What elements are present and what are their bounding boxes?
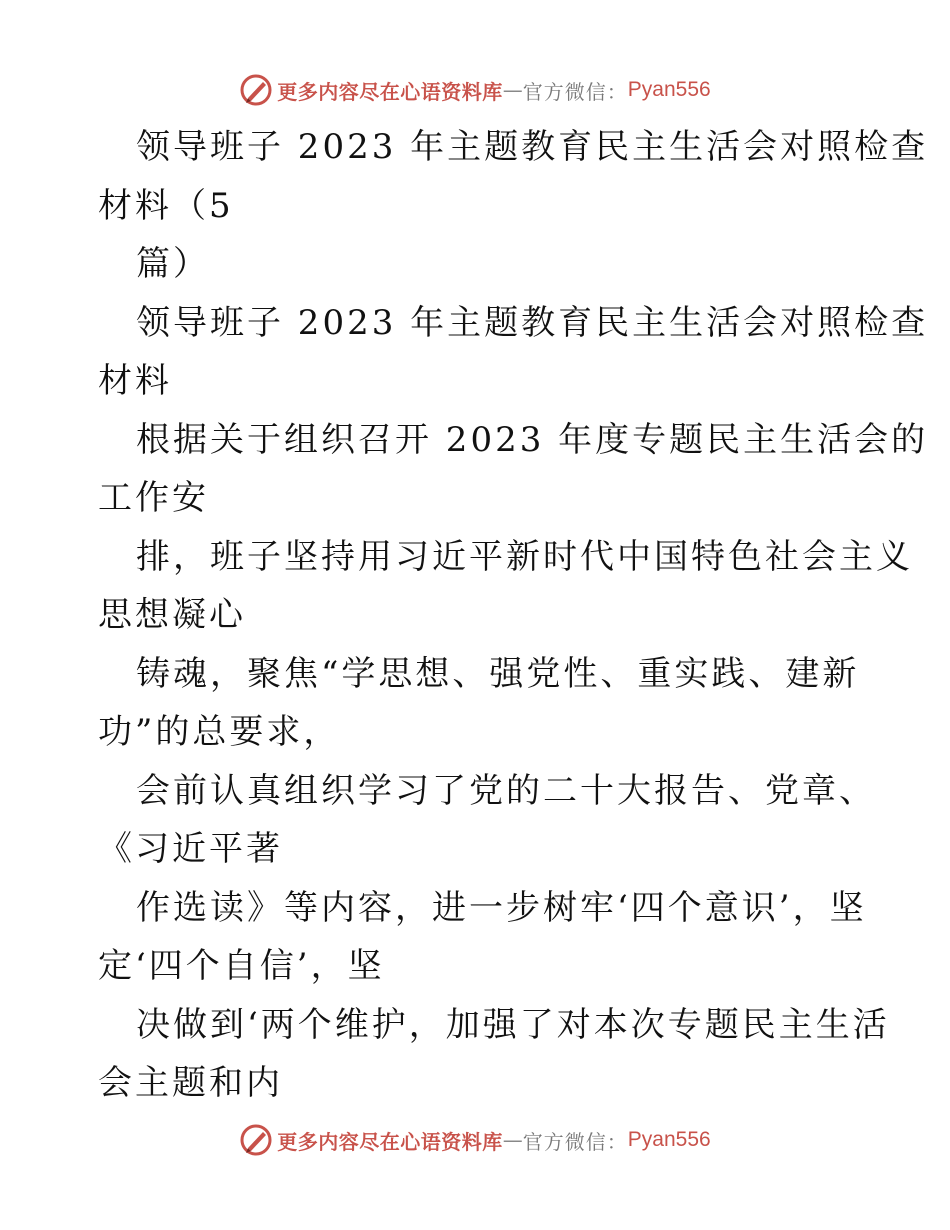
document-body bbox=[98, 118, 929, 1113]
pen-logo-icon bbox=[239, 73, 273, 107]
text-line: 领导班子 2023 年主题教育民主生活会对照检查 bbox=[136, 302, 929, 343]
banner-dash: — bbox=[502, 1128, 523, 1152]
banner-official-label: 官方微信： bbox=[522, 79, 628, 104]
banner-wechat-id: Pyan556 bbox=[627, 78, 711, 101]
text-line: 会前认真组织学习了党的二十大报告、党章、 bbox=[136, 770, 876, 811]
text-line: 会主题和内 bbox=[98, 1063, 283, 1103]
text-line: 篇） bbox=[136, 244, 210, 284]
banner-official-label: 官方微信： bbox=[522, 1129, 628, 1154]
header-banner bbox=[0, 70, 950, 110]
banner-dash: — bbox=[502, 78, 523, 102]
text-line: 材料（5 bbox=[98, 185, 234, 226]
text-line: 思想凝心 bbox=[98, 595, 246, 635]
text-line: 定‘四个自信’，坚 bbox=[98, 946, 385, 986]
text-line: 材料 bbox=[98, 361, 172, 401]
text-line: 作选读》等内容，进一步树牢‘四个意识’，坚 bbox=[136, 887, 867, 928]
pen-logo-icon bbox=[239, 1123, 273, 1157]
banner-title: 更多内容尽在心语资料库 bbox=[277, 1129, 503, 1154]
footer-banner bbox=[0, 1120, 950, 1160]
text-line: 功”的总要求， bbox=[98, 712, 341, 752]
banner-title: 更多内容尽在心语资料库 bbox=[277, 79, 503, 104]
text-line: 《习近平著 bbox=[98, 829, 283, 869]
text-line: 根据关于组织召开 2023 年度专题民主生活会的 bbox=[136, 419, 929, 460]
text-line: 排，班子坚持用习近平新时代中国特色社会主义 bbox=[136, 536, 913, 577]
text-line: 工作安 bbox=[98, 478, 209, 518]
text-line: 决做到‘两个维护，加强了对本次专题民主生活 bbox=[136, 1004, 890, 1045]
text-line: 领导班子 2023 年主题教育民主生活会对照检查 bbox=[136, 127, 929, 167]
banner-wechat-id: Pyan556 bbox=[627, 1128, 711, 1151]
text-line: 铸魂，聚焦“学思想、强党性、重实践、建新 bbox=[136, 653, 860, 694]
